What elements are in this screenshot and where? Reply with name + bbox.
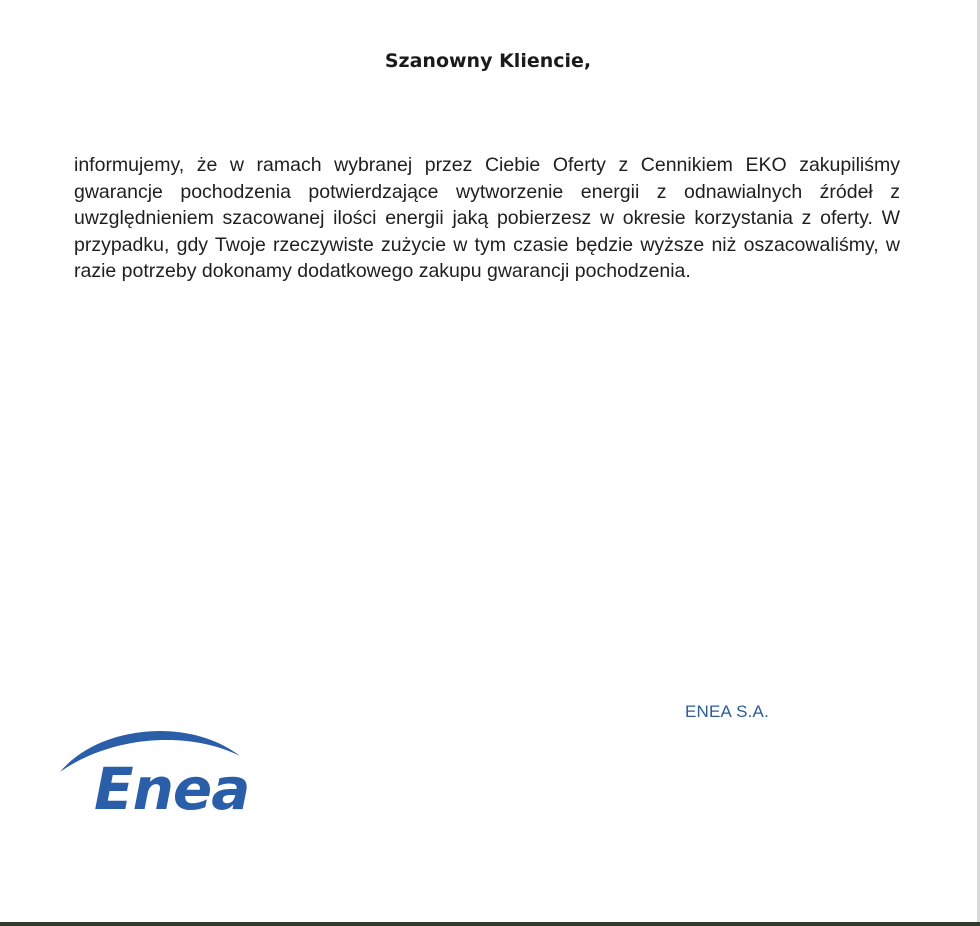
letter-body: informujemy, że w ramach wybranej przez Ciebie Oferty z Cennikiem EKO zakupiliśmy gwarancje pochodzenia potwierdzające wytworzenie energii z odnawialnych źródeł z uwzględnieniem szacowanej ilości energii jaką pobierzesz w okresie korzystania z oferty. W przypadku, gdy Twoje rzeczywiste zużycie w tym czasie będzie wyższe niż oszacowaliśmy, w razie potrzeby dokonamy dodatkowego zakupu gwarancji pochodzenia. — [74, 154, 900, 282]
greeting: Szanowny Kliencie, — [384, 50, 592, 72]
page-edge-bottom — [0, 922, 980, 926]
enea-logo-icon — [58, 722, 298, 814]
company-name: ENEA S.A. — [685, 702, 770, 721]
logo-wordmark: Enea — [94, 755, 250, 814]
